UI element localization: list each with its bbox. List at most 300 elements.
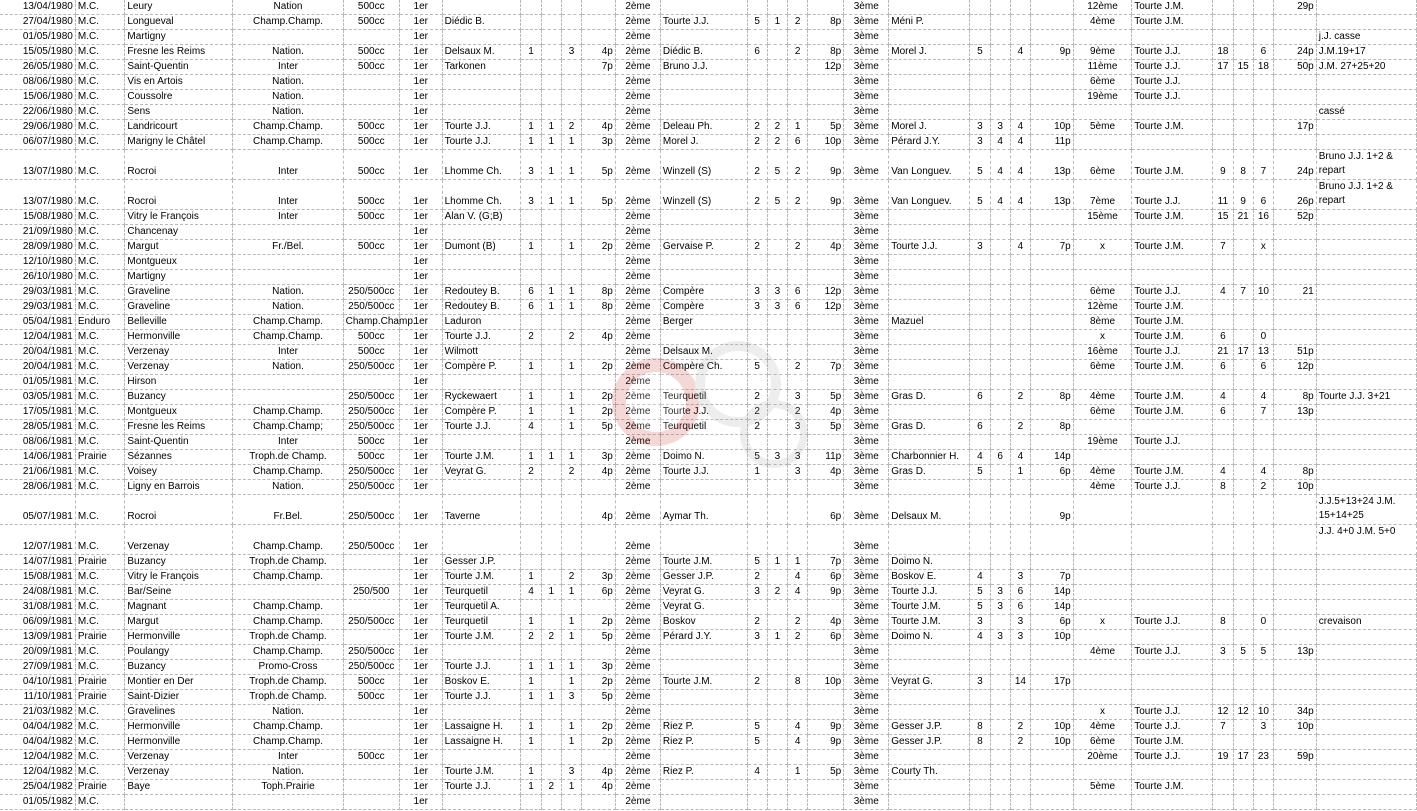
- cell-displacement: [343, 735, 399, 750]
- cell-p1-c: [561, 105, 581, 120]
- cell-p2: 2ème: [615, 15, 660, 30]
- cell-date: 20/09/1981: [0, 645, 75, 660]
- cell-date: 20/04/1981: [0, 345, 75, 360]
- cell-date: 28/05/1981: [0, 420, 75, 435]
- cell-r-pts: 24p: [1274, 150, 1317, 180]
- cell-p2-pts: [808, 30, 844, 45]
- cell-p3-a: [970, 525, 990, 555]
- cell-p2-a: [747, 645, 767, 660]
- cell-p3-pts: [1031, 645, 1074, 660]
- cell-rider: [1132, 555, 1213, 570]
- cell-p1-a: [521, 30, 541, 45]
- cell-p3-a: [970, 405, 990, 420]
- cell-p2-name: [660, 705, 747, 720]
- cell-p2-b: [767, 690, 787, 705]
- cell-p1-name: [442, 435, 521, 450]
- cell-type: M.C.: [75, 210, 125, 225]
- cell-p1-c: 2: [561, 570, 581, 585]
- table-row: [0, 405, 1417, 420]
- cell-p2-c: 6: [788, 285, 808, 300]
- cell-displacement: 500cc: [343, 45, 399, 60]
- cell-p3-b: [990, 90, 1010, 105]
- cell-p2-name: Riez P.: [660, 735, 747, 750]
- cell-p2-pts: [808, 270, 844, 285]
- cell-r-b: 21: [1233, 210, 1253, 225]
- cell-p1-c: [561, 225, 581, 240]
- cell-p2-name: Compère Ch.: [660, 360, 747, 375]
- cell-note: J.J.5+13+24 J.M. 15+14+25: [1316, 495, 1416, 525]
- cell-p3: 3ème: [844, 735, 889, 750]
- cell-type: M.C.: [75, 765, 125, 780]
- cell-p2-c: [788, 705, 808, 720]
- cell-r-c: [1253, 135, 1273, 150]
- cell-r-c: 13: [1253, 345, 1273, 360]
- cell-displacement: 250/500cc: [343, 495, 399, 525]
- cell-p3-pts: [1031, 315, 1074, 330]
- cell-p1-b: [541, 615, 561, 630]
- cell-p3-b: 3: [990, 630, 1010, 645]
- cell-p1: 1er: [399, 780, 442, 795]
- cell-p1: 1er: [399, 660, 442, 675]
- cell-p2-name: [660, 255, 747, 270]
- cell-r-b: 15: [1233, 60, 1253, 75]
- cell-note: [1316, 720, 1416, 735]
- cell-r-a: [1213, 450, 1233, 465]
- table-row: [0, 780, 1417, 795]
- cell-p3-name: Tourte J.M.: [889, 615, 970, 630]
- cell-displacement: 250/500cc: [343, 420, 399, 435]
- cell-p2-name: [660, 795, 747, 810]
- cell-p2-b: 3: [767, 450, 787, 465]
- cell-type: M.C.: [75, 660, 125, 675]
- cell-r-b: [1233, 675, 1253, 690]
- cell-p3: 3ème: [844, 30, 889, 45]
- cell-category: [233, 390, 343, 405]
- cell-date: 31/08/1981: [0, 600, 75, 615]
- cell-p1-c: 1: [561, 180, 581, 210]
- cell-category: Champ.Champ.: [233, 330, 343, 345]
- cell-type: M.C.: [75, 525, 125, 555]
- cell-p1-pts: 3p: [582, 135, 616, 150]
- cell-p1-b: [541, 405, 561, 420]
- cell-p1-name: Redoutey B.: [442, 300, 521, 315]
- cell-p2: 2ème: [615, 330, 660, 345]
- cell-p2-name: Gervaise P.: [660, 240, 747, 255]
- cell-rank: 6ème: [1073, 285, 1132, 300]
- cell-p2-name: Veyrat G.: [660, 600, 747, 615]
- cell-rank: [1073, 255, 1132, 270]
- cell-note: [1316, 120, 1416, 135]
- cell-p1-name: Tourte J.M.: [442, 450, 521, 465]
- cell-p2-a: 5: [747, 450, 767, 465]
- cell-p2-name: Teurquetil: [660, 390, 747, 405]
- cell-p1-c: 3: [561, 45, 581, 60]
- cell-p1-b: [541, 645, 561, 660]
- cell-type: M.C.: [75, 600, 125, 615]
- cell-type: M.C.: [75, 360, 125, 375]
- cell-date: 04/04/1982: [0, 720, 75, 735]
- cell-date: 17/05/1981: [0, 405, 75, 420]
- cell-p1-b: [541, 45, 561, 60]
- cell-r-a: [1213, 555, 1233, 570]
- cell-p3-a: 5: [970, 600, 990, 615]
- cell-p2-pts: [808, 375, 844, 390]
- cell-displacement: 250/500cc: [343, 465, 399, 480]
- cell-p3: 3ème: [844, 330, 889, 345]
- cell-category: Champ.Champ.: [233, 645, 343, 660]
- cell-p3-c: [1010, 285, 1030, 300]
- cell-p1-c: [561, 555, 581, 570]
- cell-p2-c: 4: [788, 720, 808, 735]
- cell-p1-pts: [582, 0, 616, 15]
- cell-note: [1316, 375, 1416, 390]
- cell-p3-a: [970, 75, 990, 90]
- cell-p1-a: [521, 60, 541, 75]
- cell-date: 27/09/1981: [0, 660, 75, 675]
- cell-p3-b: [990, 645, 1010, 660]
- cell-p3-c: 2: [1010, 390, 1030, 405]
- cell-p3-pts: 9p: [1031, 45, 1074, 60]
- cell-p1-b: [541, 420, 561, 435]
- cell-p1-pts: 5p: [582, 180, 616, 210]
- cell-p2: 2ème: [615, 660, 660, 675]
- cell-r-b: [1233, 450, 1253, 465]
- cell-p3-c: 4: [1010, 450, 1030, 465]
- cell-p2-c: [788, 225, 808, 240]
- cell-p1: 1er: [399, 285, 442, 300]
- cell-p2-name: Aymar Th.: [660, 495, 747, 525]
- cell-p1-name: [442, 375, 521, 390]
- cell-p1-name: Lhomme Ch.: [442, 180, 521, 210]
- cell-r-c: [1253, 75, 1273, 90]
- cell-p2: 2ème: [615, 255, 660, 270]
- cell-r-a: [1213, 420, 1233, 435]
- cell-r-c: 3: [1253, 720, 1273, 735]
- cell-type: Prairie: [75, 675, 125, 690]
- cell-r-a: 7: [1213, 240, 1233, 255]
- cell-p2-b: [767, 75, 787, 90]
- cell-p3-c: [1010, 315, 1030, 330]
- cell-p2-c: 2: [788, 180, 808, 210]
- cell-p1-c: 1: [561, 780, 581, 795]
- cell-p1-name: Tourte J.M.: [442, 630, 521, 645]
- cell-p1: 1er: [399, 645, 442, 660]
- cell-p1: 1er: [399, 60, 442, 75]
- cell-p3-c: [1010, 270, 1030, 285]
- cell-p1-name: Tourte J.M.: [442, 570, 521, 585]
- cell-p2-pts: 4p: [808, 240, 844, 255]
- cell-rank: 6ème: [1073, 405, 1132, 420]
- cell-circuit: Hermonville: [125, 630, 233, 645]
- cell-p2: 2ème: [615, 270, 660, 285]
- cell-p2-name: [660, 270, 747, 285]
- cell-p3: 3ème: [844, 750, 889, 765]
- cell-p1-pts: 7p: [582, 60, 616, 75]
- cell-rank: [1073, 555, 1132, 570]
- cell-p1-c: [561, 705, 581, 720]
- cell-category: Promo-Cross: [233, 660, 343, 675]
- cell-r-b: 9: [1233, 180, 1253, 210]
- cell-displacement: 500cc: [343, 60, 399, 75]
- cell-rider: Tourte J.M.: [1132, 465, 1213, 480]
- cell-p3-c: 4: [1010, 180, 1030, 210]
- cell-p1-a: 1: [521, 660, 541, 675]
- cell-p2-name: Doimo N.: [660, 450, 747, 465]
- cell-r-pts: [1274, 105, 1317, 120]
- cell-p2-b: [767, 390, 787, 405]
- cell-p3-b: [990, 480, 1010, 495]
- cell-p2: 2ème: [615, 645, 660, 660]
- cell-p1: 1er: [399, 105, 442, 120]
- cell-r-b: [1233, 120, 1253, 135]
- cell-category: [233, 255, 343, 270]
- table-row: [0, 795, 1417, 810]
- cell-p3-name: [889, 645, 970, 660]
- cell-p2-name: Tourte J.J.: [660, 15, 747, 30]
- cell-p1: 1er: [399, 585, 442, 600]
- cell-p1-b: [541, 765, 561, 780]
- cell-note: [1316, 630, 1416, 645]
- cell-type: M.C.: [75, 795, 125, 810]
- cell-p2-c: 2: [788, 615, 808, 630]
- cell-p2-name: Deleau Ph.: [660, 120, 747, 135]
- cell-rank: x: [1073, 240, 1132, 255]
- cell-date: 01/05/1980: [0, 30, 75, 45]
- cell-p3-c: [1010, 255, 1030, 270]
- cell-p2-pts: 4p: [808, 465, 844, 480]
- cell-p2-c: 3: [788, 390, 808, 405]
- cell-p3: 3ème: [844, 45, 889, 60]
- cell-p2-a: 2: [747, 615, 767, 630]
- cell-rank: 8ème: [1073, 315, 1132, 330]
- cell-p2-a: [747, 750, 767, 765]
- cell-r-b: [1233, 495, 1253, 525]
- cell-p2-a: [747, 105, 767, 120]
- cell-note: [1316, 315, 1416, 330]
- cell-p3: 3ème: [844, 495, 889, 525]
- cell-rank: [1073, 795, 1132, 810]
- cell-p3-name: Doimo N.: [889, 555, 970, 570]
- cell-p2-a: [747, 780, 767, 795]
- cell-p1-b: [541, 105, 561, 120]
- cell-p3-name: Pérard J.Y.: [889, 135, 970, 150]
- cell-p2-b: [767, 105, 787, 120]
- cell-p3-a: [970, 345, 990, 360]
- cell-p2-c: [788, 645, 808, 660]
- cell-p1-pts: 3p: [582, 570, 616, 585]
- cell-displacement: [343, 705, 399, 720]
- cell-p2-b: [767, 60, 787, 75]
- cell-rider: Tourte J.J.: [1132, 480, 1213, 495]
- cell-type: M.C.: [75, 60, 125, 75]
- cell-circuit: Rocroi: [125, 495, 233, 525]
- cell-rider: [1132, 765, 1213, 780]
- cell-circuit: Vitry le François: [125, 210, 233, 225]
- cell-p3-name: [889, 375, 970, 390]
- cell-p2-pts: [808, 345, 844, 360]
- cell-p2-pts: [808, 690, 844, 705]
- cell-p1: 1er: [399, 675, 442, 690]
- cell-displacement: [343, 720, 399, 735]
- cell-p1-a: [521, 600, 541, 615]
- cell-p2-a: [747, 705, 767, 720]
- cell-rider: Tourte J.M.: [1132, 150, 1213, 180]
- cell-displacement: [343, 105, 399, 120]
- cell-p1: 1er: [399, 570, 442, 585]
- cell-p2: 2ème: [615, 285, 660, 300]
- cell-p2-b: [767, 435, 787, 450]
- cell-rank: 9ème: [1073, 45, 1132, 60]
- cell-displacement: 250/500cc: [343, 480, 399, 495]
- cell-r-a: [1213, 765, 1233, 780]
- cell-rider: Tourte J.J.: [1132, 645, 1213, 660]
- cell-rider: Tourte J.J.: [1132, 435, 1213, 450]
- cell-p1-c: 3: [561, 765, 581, 780]
- cell-r-c: [1253, 630, 1273, 645]
- cell-date: 28/06/1981: [0, 480, 75, 495]
- cell-p3-b: 4: [990, 180, 1010, 210]
- table-row: [0, 465, 1417, 480]
- cell-note: Bruno J.J. 1+2 & repart: [1316, 150, 1416, 180]
- cell-date: 14/07/1981: [0, 555, 75, 570]
- cell-circuit: Sézannes: [125, 450, 233, 465]
- cell-r-a: 19: [1213, 750, 1233, 765]
- table-row: [0, 660, 1417, 675]
- cell-displacement: [343, 600, 399, 615]
- cell-p2-c: 2: [788, 405, 808, 420]
- cell-r-a: [1213, 630, 1233, 645]
- cell-displacement: [343, 270, 399, 285]
- cell-p1-pts: 4p: [582, 330, 616, 345]
- cell-p2-pts: [808, 225, 844, 240]
- cell-p2-b: [767, 405, 787, 420]
- cell-p2: 2ème: [615, 690, 660, 705]
- cell-p2: 2ème: [615, 105, 660, 120]
- cell-p1-pts: 5p: [582, 420, 616, 435]
- cell-p3-name: Gras D.: [889, 390, 970, 405]
- cell-date: 12/04/1982: [0, 765, 75, 780]
- table-row: [0, 285, 1417, 300]
- cell-note: [1316, 795, 1416, 810]
- cell-p3-b: [990, 720, 1010, 735]
- cell-date: 13/04/1980: [0, 0, 75, 15]
- cell-p2-a: [747, 0, 767, 15]
- cell-category: Nation.: [233, 285, 343, 300]
- cell-p2-pts: [808, 0, 844, 15]
- cell-p1-name: Tourte J.M.: [442, 765, 521, 780]
- cell-p3-name: [889, 255, 970, 270]
- cell-p1-a: [521, 0, 541, 15]
- cell-p2: 2ème: [615, 60, 660, 75]
- cell-date: 29/03/1981: [0, 285, 75, 300]
- cell-p2-pts: 9p: [808, 585, 844, 600]
- cell-date: 12/10/1980: [0, 255, 75, 270]
- cell-p1-pts: [582, 270, 616, 285]
- cell-p2-b: [767, 240, 787, 255]
- cell-r-pts: [1274, 450, 1317, 465]
- cell-r-c: [1253, 0, 1273, 15]
- cell-p2-c: [788, 210, 808, 225]
- cell-p2-a: [747, 795, 767, 810]
- cell-p3-name: Gras D.: [889, 465, 970, 480]
- cell-r-pts: [1274, 420, 1317, 435]
- cell-p1-pts: 2p: [582, 720, 616, 735]
- cell-rider: Tourte J.M.: [1132, 780, 1213, 795]
- cell-p3-pts: [1031, 525, 1074, 555]
- cell-displacement: 500cc: [343, 690, 399, 705]
- cell-p3-a: 3: [970, 675, 990, 690]
- cell-rider: [1132, 570, 1213, 585]
- cell-p1-pts: [582, 210, 616, 225]
- cell-p2: 2ème: [615, 0, 660, 15]
- cell-p2-pts: 5p: [808, 120, 844, 135]
- cell-p1-a: 1: [521, 240, 541, 255]
- cell-p2: 2ème: [615, 420, 660, 435]
- table-row: [0, 90, 1417, 105]
- cell-p1-name: Tourte J.J.: [442, 660, 521, 675]
- cell-circuit: Vitry le François: [125, 570, 233, 585]
- cell-p3-b: [990, 360, 1010, 375]
- cell-p1-pts: 4p: [582, 465, 616, 480]
- cell-rank: [1073, 675, 1132, 690]
- cell-rank: 11ème: [1073, 60, 1132, 75]
- cell-p1: 1er: [399, 690, 442, 705]
- cell-p2-a: [747, 210, 767, 225]
- cell-p1: 1er: [399, 390, 442, 405]
- cell-note: [1316, 420, 1416, 435]
- cell-p2-pts: [808, 600, 844, 615]
- cell-p3: 3ème: [844, 465, 889, 480]
- cell-p1-a: 1: [521, 120, 541, 135]
- cell-p1-c: 1: [561, 615, 581, 630]
- cell-p1: 1er: [399, 315, 442, 330]
- cell-p3-pts: [1031, 660, 1074, 675]
- cell-p1-name: Veyrat G.: [442, 465, 521, 480]
- cell-p3-pts: 6p: [1031, 465, 1074, 480]
- cell-p1: 1er: [399, 120, 442, 135]
- cell-p3-b: [990, 300, 1010, 315]
- cell-p1-c: 1: [561, 660, 581, 675]
- cell-p1: 1er: [399, 615, 442, 630]
- cell-p1-b: [541, 705, 561, 720]
- cell-p2-c: [788, 750, 808, 765]
- cell-r-a: [1213, 585, 1233, 600]
- cell-p3-name: [889, 60, 970, 75]
- cell-r-a: [1213, 15, 1233, 30]
- cell-note: Bruno J.J. 1+2 & repart: [1316, 180, 1416, 210]
- cell-p3-c: 2: [1010, 420, 1030, 435]
- cell-p3: 3ème: [844, 585, 889, 600]
- cell-p1-pts: 4p: [582, 495, 616, 525]
- cell-r-a: 15: [1213, 210, 1233, 225]
- cell-p1: 1er: [399, 330, 442, 345]
- cell-p3-pts: 9p: [1031, 495, 1074, 525]
- cell-p2-pts: 6p: [808, 570, 844, 585]
- cell-date: 14/06/1981: [0, 450, 75, 465]
- cell-p2-c: 2: [788, 240, 808, 255]
- cell-p3-name: Gesser J.P.: [889, 735, 970, 750]
- cell-category: Troph.de Champ.: [233, 690, 343, 705]
- cell-p2-b: [767, 330, 787, 345]
- cell-p3-pts: [1031, 285, 1074, 300]
- cell-p3-name: Boskov E.: [889, 570, 970, 585]
- cell-rider: Tourte J.M.: [1132, 390, 1213, 405]
- cell-p3-name: [889, 780, 970, 795]
- cell-displacement: 250/500cc: [343, 300, 399, 315]
- cell-p2-name: Diédic B.: [660, 45, 747, 60]
- cell-p2-c: 3: [788, 420, 808, 435]
- cell-p3-c: 1: [1010, 465, 1030, 480]
